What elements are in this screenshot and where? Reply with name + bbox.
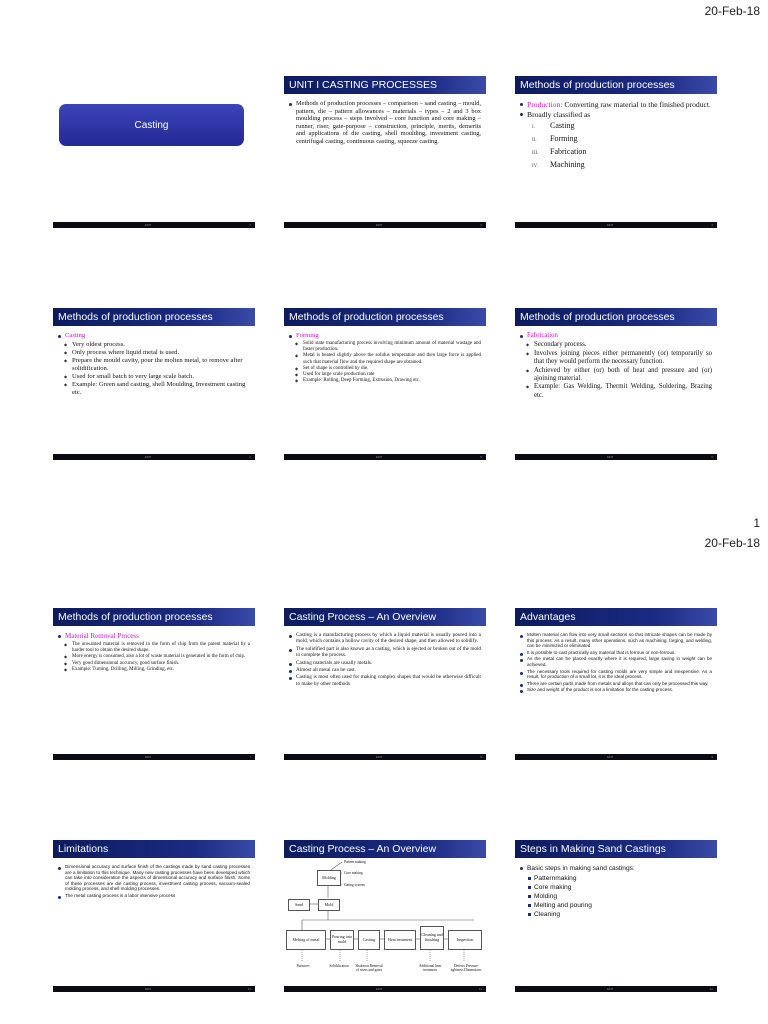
sub-bullet: ◆ More energy is consumed, also a lot of waste material is generated in the form of chip. bbox=[58, 654, 250, 660]
roman-item: III. Fabrication bbox=[532, 147, 587, 156]
sub-bullet: ◆ Used for small batch to very large scale batch. bbox=[58, 373, 250, 381]
bullet-production: Production: Converting raw material to the finished product. bbox=[520, 100, 712, 109]
slide-footer: EMT 9 bbox=[515, 754, 717, 760]
bullet-classified: Broadly classified as bbox=[520, 110, 712, 119]
slide-body bbox=[289, 632, 481, 688]
slide-4 bbox=[53, 308, 255, 460]
slide-footer: EMT 8 bbox=[284, 754, 486, 760]
slide-title: Steps in Making Sand Castings bbox=[515, 840, 717, 858]
slide-footer: EMT 12 bbox=[515, 986, 717, 992]
bullet-text: Almost all metal can be cast. bbox=[289, 667, 481, 673]
slide-body bbox=[520, 332, 712, 400]
slide-title: Casting Process – An Overview bbox=[284, 840, 486, 858]
sub-bullet: ◆ Only process where liquid metal is used. bbox=[58, 349, 250, 357]
bullet-head: Casting bbox=[58, 332, 250, 340]
sub-bullet: ◆ Example: Turning, Drilling, Milling, Grinding, etc. bbox=[58, 667, 250, 673]
bullet-text: It is possible to cast practically any material that is ferrous or non-ferrous. bbox=[520, 650, 712, 656]
sub-bullet: ◆ Example: Green sand casting, shell Moulding, Investment casting etc. bbox=[58, 381, 250, 397]
bullet-text: Casting is a manufacturing process by which a liquid material is usually poured into a mold, which contains a hollow cavity of the desired shape, and then allowed to solidify. bbox=[289, 632, 481, 645]
slide-title: Methods of production processes bbox=[515, 76, 717, 94]
slide-7 bbox=[53, 608, 255, 760]
sub-bullet: ◆ Example: Gas Welding, Thermit Welding, Soldering, Brazing etc. bbox=[520, 383, 712, 400]
sand-box: Sand bbox=[288, 899, 310, 911]
process-flow-diagram bbox=[284, 858, 486, 986]
sub-bullet: ◆ Achieved by either (or) both of heat and pressure and (or) ajoining material. bbox=[520, 367, 712, 384]
header-date-top: 20-Feb-18 bbox=[704, 4, 760, 18]
step-box: Pouring into mold bbox=[330, 930, 354, 950]
bullet-text: Casting materials are usually metals. bbox=[289, 660, 481, 666]
step-box: Casting bbox=[358, 930, 380, 950]
slide-title: UNIT I CASTING PROCESSES bbox=[284, 76, 486, 94]
slide-9 bbox=[515, 608, 717, 760]
note-heat-treatment: Additional heat treatment bbox=[418, 964, 442, 973]
sub-bullet: ◆ Example: Rolling, Deep Forming, Extrusion, Drawing etc. bbox=[289, 378, 481, 384]
slide-footer: EMT 5 bbox=[284, 454, 486, 460]
roman-item: II. Forming bbox=[532, 134, 578, 143]
bullet-text: The solidified part is also known as a casting, which is ejected or broken out of the mold to complete the process. bbox=[289, 646, 481, 659]
step-item: Core making bbox=[526, 883, 712, 892]
bullet-head: Basic steps in making sand castings: bbox=[520, 864, 712, 873]
sub-bullet: ◆ Very good dimensional accuracy, good surface finish. bbox=[58, 661, 250, 667]
bullet-text: Dimensional accuracy and surface finish of the castings made by sand casting processes are a limitation to this technique. Many new casting processes have been developed which can take into consideration the aspects of dimensional accuracy and surface finish. Some of these processes are die casting process, investment casting process, vacuum-sealed molding process, and shell molding processes. bbox=[58, 864, 250, 892]
slide-title: Methods of production processes bbox=[284, 308, 486, 326]
slide-body bbox=[520, 632, 712, 694]
header-date-mid: 20-Feb-18 bbox=[704, 536, 760, 550]
bullet-text: Casting is most often used for making complex shapes that would be otherwise difficult to make by other methods bbox=[289, 674, 481, 687]
slide-1 bbox=[53, 76, 255, 228]
slide-body bbox=[58, 632, 250, 673]
bullet-text: Molten material can flow into very small sections so that intricate shapes can be made by this process. As a result, many other operations, such as machining, forging, and welding, can be minimized or eliminated. bbox=[520, 632, 712, 649]
bullet-head: Fabrication bbox=[520, 332, 712, 340]
note-pattern-making: Pattern making bbox=[344, 860, 366, 864]
note-solidification: Solidification bbox=[329, 964, 349, 968]
slide-body bbox=[520, 100, 712, 172]
sub-bullet: ◆ Used for large scale production rate bbox=[289, 372, 481, 378]
slide-footer: EMT 6 bbox=[515, 454, 717, 460]
sub-bullet: ◆ Metal is heated slightly above the solidus temperature and then large force is applied such that material flow and the required shape are obtained. bbox=[289, 353, 481, 365]
slide-11 bbox=[284, 840, 486, 992]
slide-8 bbox=[284, 608, 486, 760]
note-defects: Defects Pressure tightness Dimensions bbox=[450, 964, 482, 973]
step-box: Cleaning and finishing bbox=[420, 926, 444, 950]
roman-item: IV. Machining bbox=[532, 160, 585, 169]
bullet-text: Size and weight of the product is not a limitation for the casting process. bbox=[520, 687, 712, 693]
page-number: 1 bbox=[753, 516, 760, 530]
sub-bullet: ◆ The unwanted material is removed in the form of chip from the parent material by a harder tool to obtain the desired shape. bbox=[58, 642, 250, 654]
molding-box: Molding bbox=[317, 870, 341, 886]
slide-title: Methods of production processes bbox=[53, 608, 255, 626]
slide-title: Casting Process – An Overview bbox=[284, 608, 486, 626]
note-shakeout: Shakeout Removal of risers and gates bbox=[355, 964, 383, 973]
sub-bullet: ◆ Solid state manufacturing process involving minimum amount of material wastage and faster production. bbox=[289, 341, 481, 353]
casting-title-box bbox=[59, 104, 244, 146]
note-furnaces: Furnaces bbox=[296, 964, 310, 968]
bullet-head: Material Removal Process bbox=[58, 632, 250, 641]
sub-bullet: ◆ Set of shape is controlled by die. bbox=[289, 366, 481, 372]
slide-6 bbox=[515, 308, 717, 460]
step-item: Patternmaking bbox=[526, 874, 712, 883]
bullet-text: As the metal can be placed exactly where it is required, large saving in weight can be achieved. bbox=[520, 656, 712, 667]
slide-5 bbox=[284, 308, 486, 460]
slide-body bbox=[58, 332, 250, 397]
slide-title: Methods of production processes bbox=[53, 308, 255, 326]
step-box: Melting of metal bbox=[286, 930, 326, 950]
slide-body bbox=[58, 864, 250, 900]
slide-footer: EMT 4 bbox=[53, 454, 255, 460]
step-item: Molding bbox=[526, 892, 712, 901]
slide-footer: EMT 10 bbox=[53, 986, 255, 992]
sub-bullet: ◆ Secondary process. bbox=[520, 341, 712, 349]
slide-3 bbox=[515, 76, 717, 228]
bullet-text: Methods of production processes – comparison – sand casting – mould, pattern, die – pattern allowances – materials – types – 2 and 3 box moulding process – steps involved – core function and core making – runner, riser, gate-purpose – construction, principle, merits, demerits and applications of die casting, shell moulding, investment casting, centrifugal casting, continuous casting, squeeze casting. bbox=[289, 100, 481, 146]
slide-12 bbox=[515, 840, 717, 992]
sub-bullet: ◆ Prepare the mould cavity, pour the molten metal, to remove after solidification. bbox=[58, 357, 250, 373]
bullet-head: Forming bbox=[289, 332, 481, 340]
slide-footer: EMT 2 bbox=[284, 222, 486, 228]
mold-box: Mold bbox=[318, 899, 340, 911]
slide-footer: EMT 7 bbox=[53, 754, 255, 760]
slide-body bbox=[289, 332, 481, 384]
slide-title: Methods of production processes bbox=[515, 308, 717, 326]
bullet-text: The metal casting process is a labor intensive process bbox=[58, 893, 250, 899]
sub-bullet: ◆ Very oldest process. bbox=[58, 341, 250, 349]
step-box: Heat treatment bbox=[384, 930, 416, 950]
slide-footer: EMT 11 bbox=[284, 986, 486, 992]
slide-10 bbox=[53, 840, 255, 992]
sub-bullet: ◆ Involves joining pieces either permanently (or) temporarily so that they would perform the necessary function. bbox=[520, 350, 712, 367]
slide-footer: EMT 3 bbox=[515, 222, 717, 228]
slide-body bbox=[520, 864, 712, 919]
casting-title-text: Casting bbox=[134, 119, 169, 131]
roman-item: I. Casting bbox=[532, 121, 575, 130]
step-item: Cleaning bbox=[526, 910, 712, 919]
slide-footer: EMT 1 bbox=[53, 222, 255, 228]
bullet-text: The necessary tools required for casting molds are very simple and inexpensive. As a result, for production of a small lot, it is the ideal process. bbox=[520, 669, 712, 680]
slide-2 bbox=[284, 76, 486, 228]
step-box: Inspection bbox=[448, 930, 482, 950]
note-core-making: Core making bbox=[344, 871, 363, 875]
slide-body bbox=[289, 100, 481, 147]
slide-title: Advantages bbox=[515, 608, 717, 626]
step-item: Melting and pouring bbox=[526, 901, 712, 910]
slide-title: Limitations bbox=[53, 840, 255, 858]
note-gating-system: Gating system bbox=[344, 883, 365, 887]
bullet-text: There are certain parts made from metals and alloys that can only be processed this way. bbox=[520, 681, 712, 687]
